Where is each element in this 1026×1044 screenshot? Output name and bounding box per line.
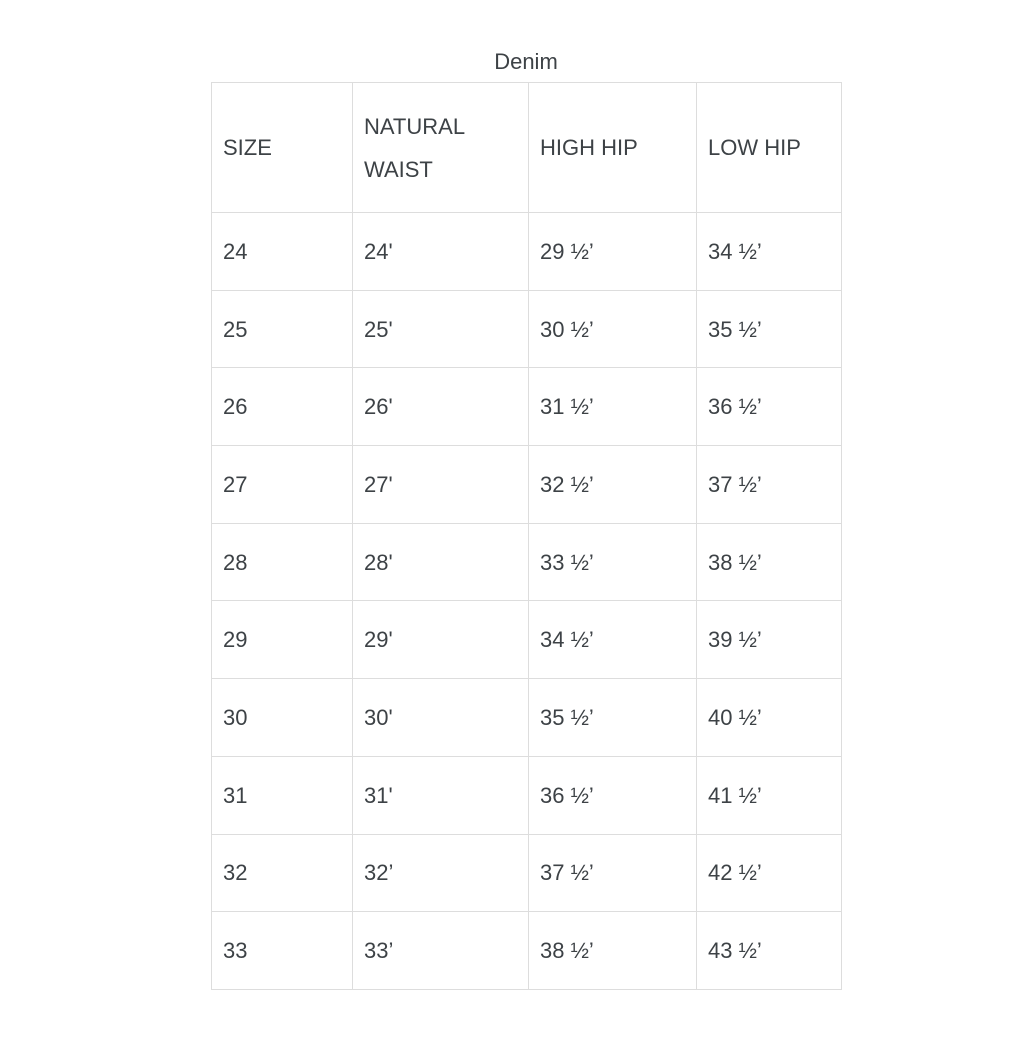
cell-size: 24: [212, 213, 353, 291]
cell-high-hip: 32 ½’: [529, 446, 697, 524]
cell-size: 27: [212, 446, 353, 524]
cell-low-hip: 40 ½’: [697, 679, 842, 757]
cell-natural-waist: 24': [353, 213, 529, 291]
cell-high-hip: 35 ½’: [529, 679, 697, 757]
cell-low-hip: 39 ½’: [697, 601, 842, 679]
cell-natural-waist: 26': [353, 368, 529, 446]
cell-size: 30: [212, 679, 353, 757]
table-row: [212, 368, 842, 446]
cell-size: 31: [212, 756, 353, 834]
table-row: [212, 446, 842, 524]
table-row: [212, 912, 842, 990]
cell-high-hip: 29 ½’: [529, 213, 697, 291]
cell-low-hip: 41 ½’: [697, 756, 842, 834]
table-header: [212, 83, 842, 213]
cell-low-hip: 38 ½’: [697, 523, 842, 601]
cell-high-hip: 34 ½’: [529, 601, 697, 679]
cell-high-hip: 38 ½’: [529, 912, 697, 990]
cell-high-hip: 37 ½’: [529, 834, 697, 912]
table-row: [212, 756, 842, 834]
table-caption: Denim: [494, 49, 558, 74]
table-row: [212, 679, 842, 757]
cell-high-hip: 31 ½’: [529, 368, 697, 446]
cell-high-hip: 30 ½’: [529, 290, 697, 368]
cell-size: 33: [212, 912, 353, 990]
cell-low-hip: 36 ½’: [697, 368, 842, 446]
table-row: [212, 523, 842, 601]
cell-low-hip: 35 ½’: [697, 290, 842, 368]
cell-natural-waist: 30': [353, 679, 529, 757]
table-row: [212, 834, 842, 912]
cell-natural-waist: 31': [353, 756, 529, 834]
header-row: [212, 83, 842, 213]
cell-low-hip: 43 ½’: [697, 912, 842, 990]
cell-size: 26: [212, 368, 353, 446]
cell-size: 28: [212, 523, 353, 601]
table-row: [212, 290, 842, 368]
cell-high-hip: 33 ½’: [529, 523, 697, 601]
cell-high-hip: 36 ½’: [529, 756, 697, 834]
cell-low-hip: 34 ½’: [697, 213, 842, 291]
cell-natural-waist: 32’: [353, 834, 529, 912]
cell-size: 25: [212, 290, 353, 368]
cell-natural-waist: 27': [353, 446, 529, 524]
cell-size: 32: [212, 834, 353, 912]
cell-size: 29: [212, 601, 353, 679]
cell-low-hip: 37 ½’: [697, 446, 842, 524]
header-high-hip: HIGH HIP: [529, 83, 697, 213]
header-low-hip: LOW HIP: [697, 83, 842, 213]
size-chart-table: [211, 82, 842, 990]
header-size: SIZE: [212, 83, 353, 213]
table-body: [212, 213, 842, 990]
cell-natural-waist: 25': [353, 290, 529, 368]
table-row: [212, 601, 842, 679]
cell-natural-waist: 28': [353, 523, 529, 601]
cell-natural-waist: 29': [353, 601, 529, 679]
header-natural-waist: NATURAL WAIST: [353, 83, 529, 213]
cell-low-hip: 42 ½’: [697, 834, 842, 912]
cell-natural-waist: 33’: [353, 912, 529, 990]
table-row: [212, 213, 842, 291]
